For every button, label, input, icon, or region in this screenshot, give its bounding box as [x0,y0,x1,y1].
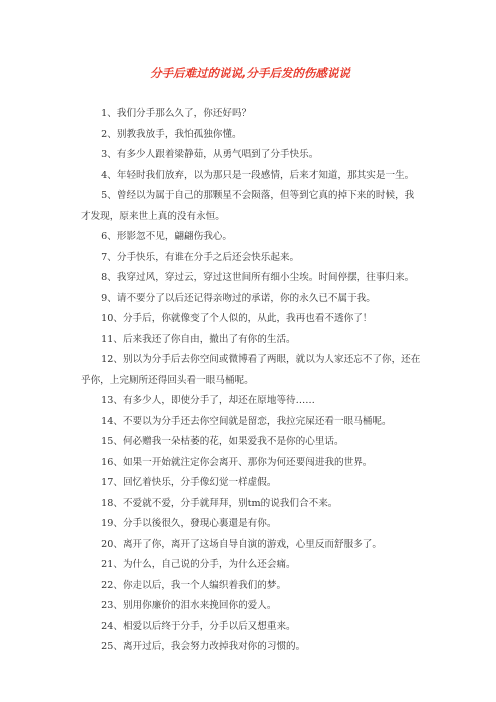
page-title: 分手后难过的说说,分手后发的伤感说说 [150,66,350,80]
list-item: 19、分手以後很久，發現心裏還是有你。 [101,518,277,529]
list-item: 1、我们分手那么久了，你还好吗？ [101,108,252,119]
list-item: 24、相爱以后终于分手，分手以后又想重来。 [101,620,296,632]
list-item: 16、如果一开始就注定你会离开、那你为何还要闯进我的世界。 [101,456,373,468]
list-item: 21、为什么，自己说的分手，为什么还会痛。 [101,559,296,570]
list-item: 2、别教我放手，我怕孤独你懂。 [101,128,242,140]
list-item: 11、后来我还了你自由，撤出了有你的生活。 [101,333,296,345]
list-item: 14、不要以为分手还去你空间就是留恋，我拉完屎还看一眼马桶呢。 [101,415,392,427]
list-item: 25、离开过后，我会努力改掉我对你的习惯的。 [101,641,306,652]
list-item: 17、回忆着快乐，分手像幻觉一样虚假。 [101,477,277,488]
list-item: 18、不爱就不爱，分手就拜拜，别tm的说我们合不来。 [101,497,338,509]
list-item: 5、曾经以为属于自己的那颗星不会陨落，但等到它真的掉下来的时候，我才发现，原来世上真的没有永恒。 [81,190,415,222]
list-item: 6、形影忽不见，翩翩伤我心。 [101,231,232,242]
list-item: 13、有多少人，即使分手了，却还在原地等待…… [101,395,315,406]
list-item: 7、分手快乐，有谁在分手之后还会快乐起来。 [101,251,300,263]
list-item: 9、请不要分了以后还记得亲吻过的承诺，你的永久已不属于我。 [101,292,376,304]
list-item: 22、你走以后，我一个人编织着我们的梦。 [101,579,287,591]
list-item: 8、我穿过风，穿过云，穿过这世间所有细小尘埃。时间停摆，往事归来。 [101,272,415,283]
list-item: 20、离开了你，离开了这场自导自演的游戏，心里反而舒服多了。 [101,538,382,550]
list-item: 15、何必赠我一朵枯萎的花，如果爱我不是你的心里话。 [101,436,344,447]
list-item: 3、有多少人跟着梁静茹，从勇气唱到了分手快乐。 [101,149,319,160]
list-item: 23、别用你廉价的泪水来挽回你的爱人。 [101,600,277,611]
list-item: 12、别以为分手后去你空间或微博看了两眼，就以为人家还忘不了你，还在乎你，上完厕所还得回头看一眼马桶呢。 [81,354,421,386]
list-item: 10、分手后，你就像变了个人似的，从此，我再也看不透你了！ [101,313,373,324]
quote-list [81,104,421,658]
list-item: 4、年轻时我们放弃，以为那只是一段感情，后来才知道，那其实是一生。 [101,169,415,181]
